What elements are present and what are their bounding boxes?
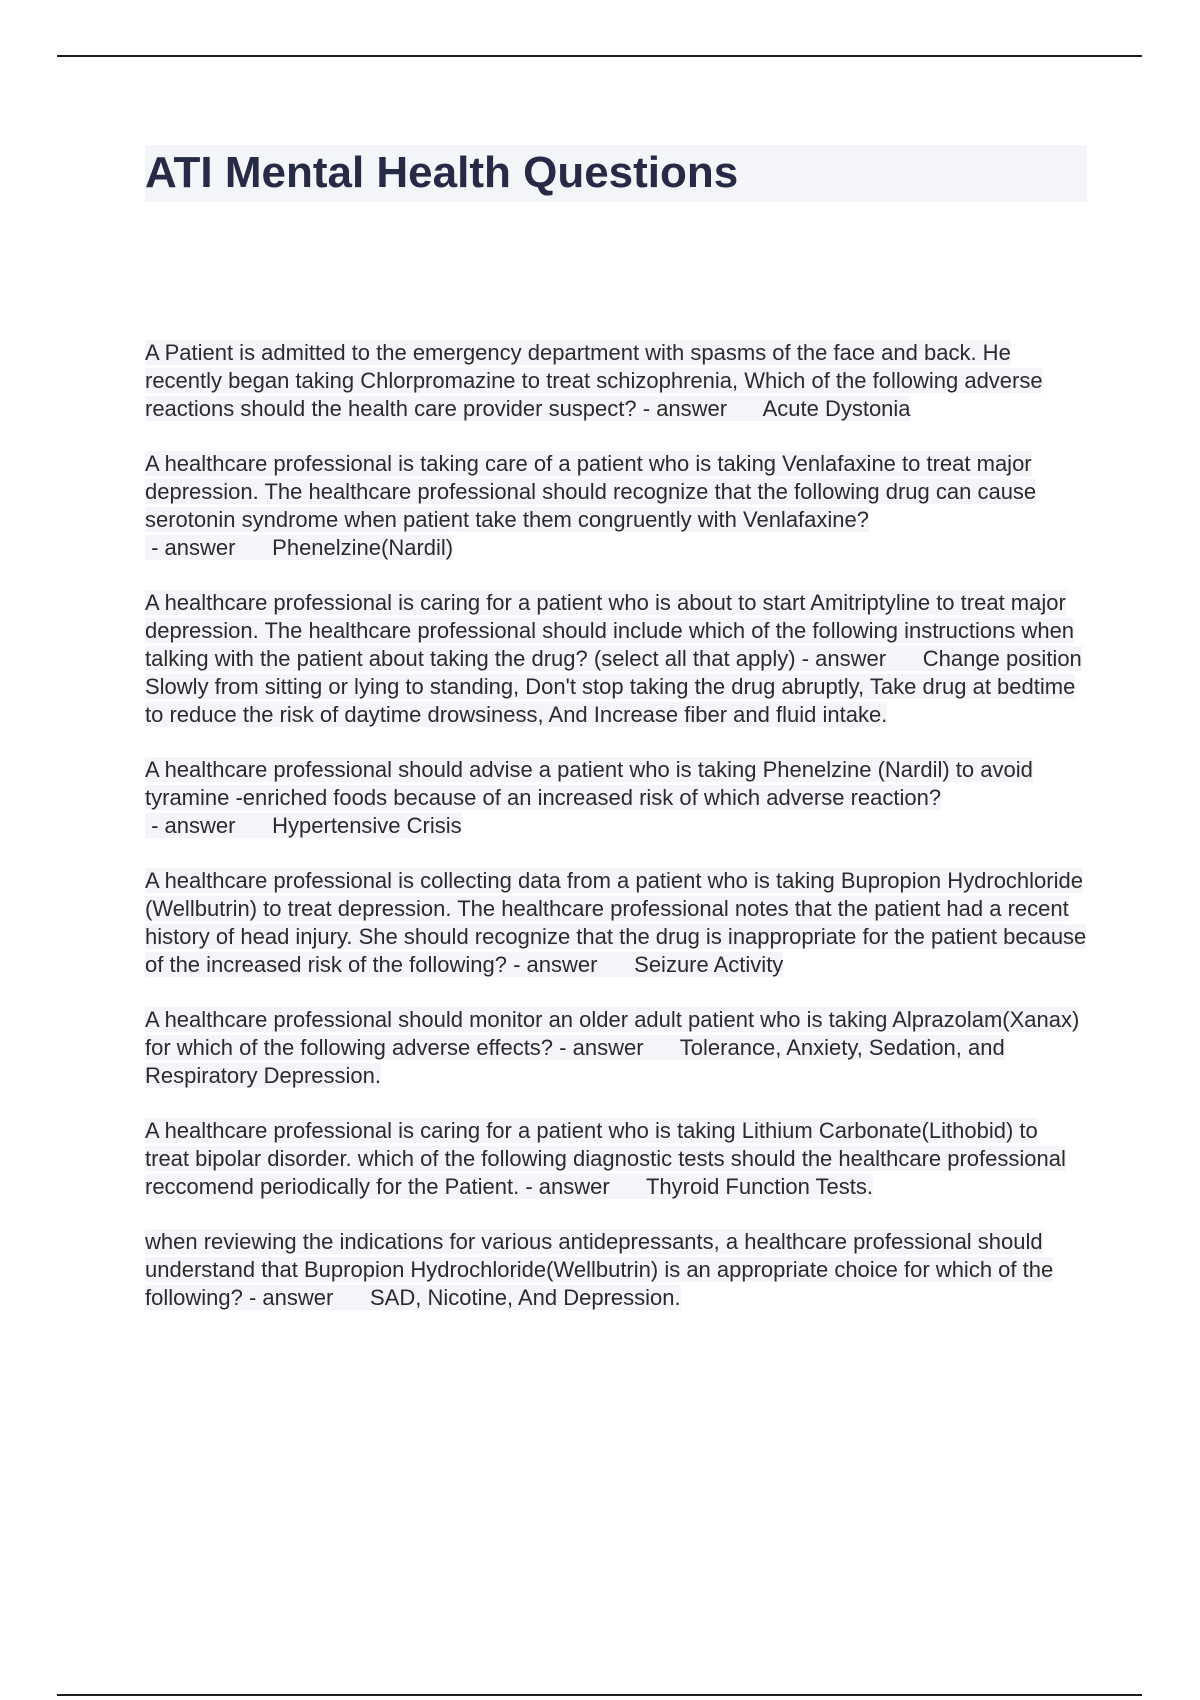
document-body (145, 145, 1087, 1339)
question-text: A Patient is admitted to the emergency department with spasms of the face and back. He recently began taking Chlorpromazine to treat schizophrenia, Which of the following adverse reactions should the health care provider suspect? (145, 340, 1043, 421)
question-text: A healthcare professional is collecting data from a patient who is taking Bupropion Hydrochloride (Wellbutrin) to treat depression. The healthcare professional notes that the patient had a recent history of head injury. She should recognize that the drug is inappropriate for the patient because of the increased risk of the following? (145, 868, 1087, 977)
question-text: A healthcare professional should advise a patient who is taking Phenelzine (Nardil) to avoid tyramine -enriched foods because of an increased risk of which adverse reaction? (145, 757, 1033, 810)
qa-item (145, 1006, 1087, 1090)
question-text: A healthcare professional is taking care of a patient who is taking Venlafaxine to treat major depression. The healthcare professional should recognize that the following drug can cause serotonin syndrome when patient take them congruently with Venlafaxine? (145, 451, 1037, 532)
answer-separator: - answer (145, 813, 273, 838)
qa-item (145, 867, 1087, 979)
question-text: A healthcare professional is caring for a patient who is taking Lithium Carbonate(Lithobid) to treat bipolar disorder. which of the following diagnostic tests should the healthcare professional reccomend periodically for the Patient. (145, 1118, 1066, 1199)
title-band (145, 145, 1087, 202)
answer-text: SAD, Nicotine, And Depression. (370, 1285, 681, 1310)
qa-item (145, 450, 1087, 562)
answer-separator: - answer (506, 952, 635, 977)
qa-item (145, 1117, 1087, 1201)
answer-text: Tolerance, Anxiety, Sedation, and Respiratory Depression. (145, 1035, 1005, 1088)
top-rule (57, 55, 1142, 57)
answer-text: Thyroid Function Tests. (645, 1174, 873, 1199)
qa-list (145, 339, 1087, 1312)
question-text: A healthcare professional is caring for a patient who is about to start Amitriptyline to treat major depression. The healthcare professional should include which of the following instructions when talking with the patient about taking the drug? (select all that apply) (145, 590, 1075, 671)
answer-separator: - answer (519, 1174, 646, 1199)
bottom-rule (57, 1694, 1142, 1696)
question-text: when reviewing the indications for various antidepressants, a healthcare professional should understand that Bupropion Hydrochloride(Wellbutrin) is an appropriate choice for which of the following? (145, 1229, 1054, 1310)
answer-separator: - answer (553, 1035, 680, 1060)
answer-text: Change position Slowly from sitting or lying to standing, Don't stop taking the drug abruptly, Take drug at bedtime to reduce the risk of daytime drowsiness, And Increase fiber and fluid intake. (145, 646, 1082, 727)
answer-text: Acute Dystonia (762, 396, 911, 421)
qa-item (145, 756, 1087, 840)
qa-item (145, 1228, 1087, 1312)
page-title: ATI Mental Health Questions (145, 148, 739, 197)
answer-separator: - answer (636, 396, 763, 421)
answer-text: Seizure Activity (634, 952, 784, 977)
question-text: A healthcare professional should monitor an older adult patient who is taking Alprazolam(Xanax) for which of the following adverse effects? (145, 1007, 1080, 1060)
answer-separator: - answer (242, 1285, 370, 1310)
qa-item (145, 589, 1087, 729)
answer-text: Phenelzine(Nardil) (272, 535, 454, 560)
answer-separator: - answer (145, 535, 273, 560)
qa-item (145, 339, 1087, 423)
answer-text: Hypertensive Crisis (272, 813, 462, 838)
answer-separator: - answer (795, 646, 923, 671)
